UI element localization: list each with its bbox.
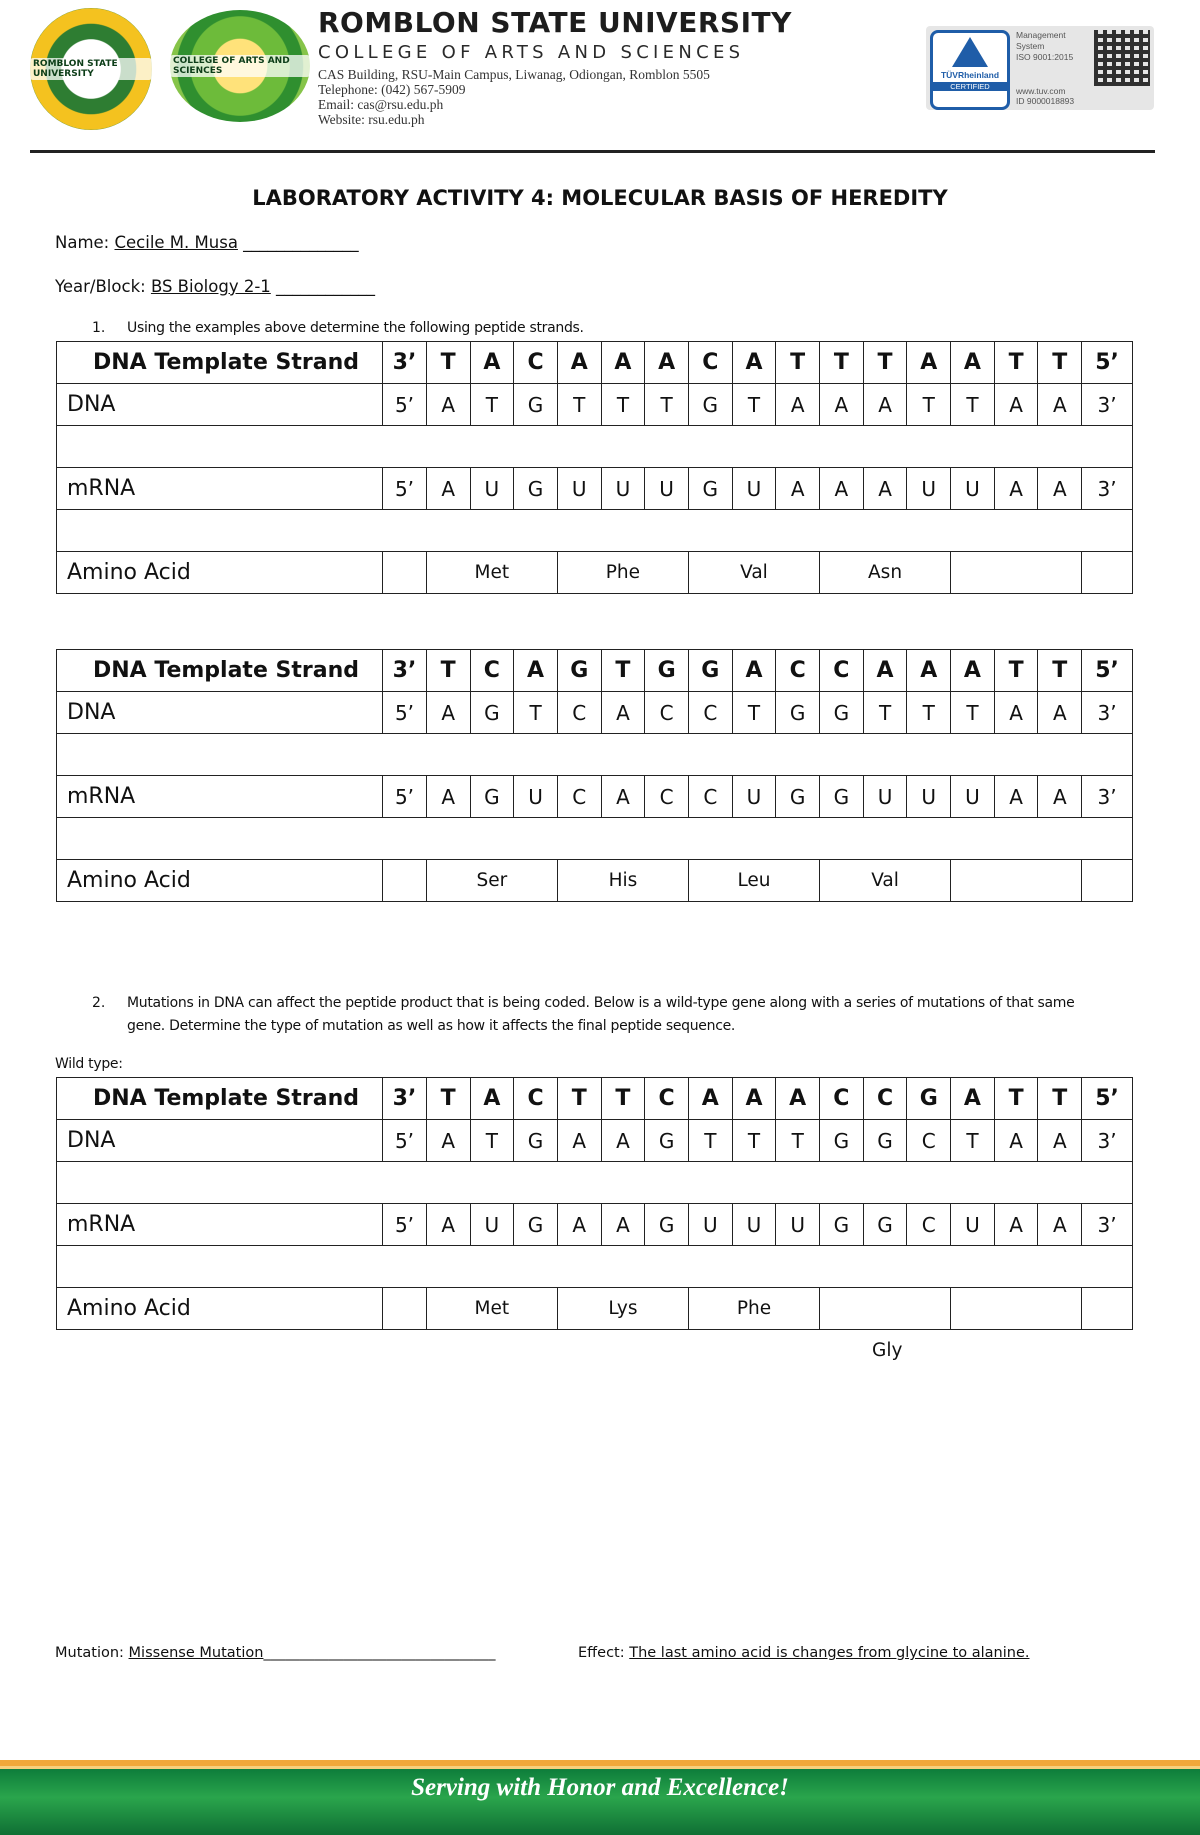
dna-row-label: DNA: [57, 384, 383, 426]
template-strand-row-label: DNA Template Strand: [57, 342, 383, 384]
mrna-row-cell: A: [994, 776, 1038, 818]
dna-row-cell: 5’: [383, 384, 427, 426]
dna-row-cell: A: [601, 1120, 645, 1162]
dna-row-cell: T: [951, 692, 995, 734]
template-strand-row-cell: T: [776, 342, 820, 384]
question-2-text-line-2: gene. Determine the type of mutation as well as how it affects the final peptide sequence.: [127, 1018, 736, 1034]
dna-row-cell: A: [776, 384, 820, 426]
dna-row-cell: 3’: [1082, 384, 1133, 426]
amino-acid-row-label: Amino Acid: [57, 860, 383, 902]
blank-row: [57, 818, 1133, 860]
dna-row-cell: 5’: [383, 692, 427, 734]
template-strand-row-cell: 3’: [383, 1078, 427, 1120]
mrna-row-cell: A: [426, 468, 470, 510]
mrna-row-cell: G: [776, 776, 820, 818]
template-strand-row-cell: C: [514, 1078, 558, 1120]
template-strand-row-cell: C: [863, 1078, 907, 1120]
dna-row-cell: T: [907, 384, 951, 426]
blank-row-cell: [57, 1162, 1133, 1204]
template-strand-row-cell: T: [820, 342, 864, 384]
template-strand-row-cell: A: [951, 650, 995, 692]
mrna-row-cell: G: [514, 1204, 558, 1246]
blank-row-cell: [57, 426, 1133, 468]
amino-acid-cell: Phe: [688, 1288, 819, 1330]
blank-row-cell: [57, 734, 1133, 776]
blank-row-cell: [57, 510, 1133, 552]
mrna-row-label: mRNA: [57, 468, 383, 510]
dna-row-cell: G: [514, 384, 558, 426]
dna-row-cell: T: [688, 1120, 732, 1162]
name-blank: ______________: [237, 233, 359, 252]
template-strand-row-cell: A: [907, 342, 951, 384]
mrna-row-cell: C: [688, 776, 732, 818]
dna-row-cell: A: [994, 692, 1038, 734]
dna-row-cell: T: [557, 384, 601, 426]
dna-row-cell: A: [994, 1120, 1038, 1162]
template-strand-row-cell: 5’: [1082, 650, 1133, 692]
template-strand-row-cell: T: [557, 1078, 601, 1120]
mrna-row-cell: U: [951, 1204, 995, 1246]
dna-row-cell: G: [514, 1120, 558, 1162]
dna-row-cell: T: [776, 1120, 820, 1162]
mrna-row-cell: U: [732, 1204, 776, 1246]
mrna-row-cell: U: [951, 776, 995, 818]
dna-row-cell: T: [645, 384, 689, 426]
template-strand-row-label: DNA Template Strand: [57, 1078, 383, 1120]
amino-acid-cell: Lys: [557, 1288, 688, 1330]
blank-row: [57, 1162, 1133, 1204]
template-strand-row-cell: C: [776, 650, 820, 692]
amino-acid-row-label: Amino Acid: [57, 552, 383, 594]
mrna-row-cell: A: [601, 1204, 645, 1246]
dna-row-cell: G: [645, 1120, 689, 1162]
dna-row-label: DNA: [57, 692, 383, 734]
mrna-row-cell: U: [688, 1204, 732, 1246]
template-strand-row-label: DNA Template Strand: [57, 650, 383, 692]
dna-row-cell: A: [863, 384, 907, 426]
year-block-blank: ____________: [270, 277, 376, 296]
dna-row-cell: G: [688, 384, 732, 426]
dna-row: [57, 1120, 1133, 1162]
template-strand-row-cell: A: [514, 650, 558, 692]
cert-line-2: System: [1016, 41, 1045, 51]
name-label: Name:: [55, 233, 110, 252]
year-block-field: [55, 277, 375, 296]
dna-row-cell: A: [601, 692, 645, 734]
amino-acid-row: [57, 552, 1133, 594]
amino-acid-cell: His: [557, 860, 688, 902]
template-strand-row: [57, 1078, 1133, 1120]
amino-acid-row: [57, 860, 1133, 902]
amino-acid-spacer: [383, 552, 427, 594]
template-strand-row-cell: C: [514, 342, 558, 384]
college-seal-text: COLLEGE OF ARTS AND SCIENCES: [170, 55, 310, 77]
mrna-row-cell: U: [601, 468, 645, 510]
template-strand-row-cell: C: [820, 650, 864, 692]
name-field: [55, 233, 359, 252]
dna-row-cell: C: [688, 692, 732, 734]
amino-acid-cell: [951, 1288, 1082, 1330]
amino-acid-cell: Val: [820, 860, 951, 902]
template-strand-row-cell: C: [470, 650, 514, 692]
dna-row-cell: 3’: [1082, 692, 1133, 734]
mrna-row-cell: C: [907, 1204, 951, 1246]
footer-motto: Serving with Honor and Excellence!: [411, 1774, 789, 1801]
mrna-row-cell: A: [601, 776, 645, 818]
cert-website: www.tuv.com: [1016, 86, 1066, 96]
amino-acid-cell: [820, 1288, 951, 1330]
mrna-row-cell: A: [557, 1204, 601, 1246]
cert-line-1: Management: [1016, 30, 1066, 40]
effect-label: Effect:: [578, 1645, 625, 1661]
amino-acid-cell: Met: [426, 1288, 557, 1330]
amino-acid-cell: [951, 860, 1082, 902]
amino-acid-cell: Leu: [688, 860, 819, 902]
tuv-triangle-icon: [952, 37, 988, 67]
blank-row-cell: [57, 1246, 1133, 1288]
mrna-row-cell: U: [732, 776, 776, 818]
blank-row-cell: [57, 818, 1133, 860]
qr-code-icon: [1094, 30, 1150, 86]
cert-iso-standard: ISO 9001:2015: [1016, 52, 1074, 62]
wild-type-table: [56, 1077, 1133, 1330]
dna-row-cell: G: [863, 1120, 907, 1162]
mrna-row-cell: U: [776, 1204, 820, 1246]
dna-row-cell: A: [426, 1120, 470, 1162]
amino-acid-spacer: [1082, 552, 1133, 594]
mrna-row-cell: U: [907, 468, 951, 510]
template-strand-row-cell: A: [470, 342, 514, 384]
dna-row-cell: T: [951, 384, 995, 426]
mrna-row-cell: A: [994, 1204, 1038, 1246]
mrna-row-cell: A: [1038, 468, 1082, 510]
mrna-row-label: mRNA: [57, 776, 383, 818]
dna-row-cell: T: [514, 692, 558, 734]
amino-acid-cell: Asn: [820, 552, 951, 594]
dna-row-cell: A: [1038, 384, 1082, 426]
template-strand-row-cell: A: [732, 342, 776, 384]
template-strand-row: [57, 342, 1133, 384]
template-strand-row-cell: 5’: [1082, 1078, 1133, 1120]
dna-row-cell: T: [951, 1120, 995, 1162]
dna-row-cell: T: [863, 692, 907, 734]
tuv-badge-status: CERTIFIED: [933, 82, 1007, 91]
mrna-row-cell: G: [645, 1204, 689, 1246]
dna-row-cell: 5’: [383, 1120, 427, 1162]
blank-row: [57, 426, 1133, 468]
dna-row-cell: T: [601, 384, 645, 426]
template-strand-row-cell: T: [426, 342, 470, 384]
blank-row: [57, 510, 1133, 552]
mrna-row-cell: A: [426, 776, 470, 818]
mrna-row-cell: A: [1038, 776, 1082, 818]
mrna-row-cell: U: [470, 1204, 514, 1246]
year-block-label: Year/Block:: [55, 277, 146, 296]
dna-row-cell: G: [820, 692, 864, 734]
template-strand-row-cell: C: [645, 1078, 689, 1120]
template-strand-row-cell: A: [951, 1078, 995, 1120]
peptide-table-1: [56, 341, 1133, 594]
template-strand-row-cell: A: [688, 1078, 732, 1120]
template-strand-row-cell: G: [645, 650, 689, 692]
template-strand-row-cell: T: [601, 1078, 645, 1120]
university-name: ROMBLON STATE UNIVERSITY: [318, 6, 792, 39]
mrna-row-cell: U: [645, 468, 689, 510]
blank-row: [57, 734, 1133, 776]
template-strand-row-cell: A: [863, 650, 907, 692]
mrna-row-cell: 3’: [1082, 468, 1133, 510]
effect-answer-line: [578, 1645, 1030, 1661]
template-strand-row-cell: T: [426, 1078, 470, 1120]
mrna-row-cell: G: [470, 776, 514, 818]
dna-row-cell: C: [557, 692, 601, 734]
amino-acid-cell: Phe: [557, 552, 688, 594]
template-strand-row: [57, 650, 1133, 692]
mrna-row-cell: A: [1038, 1204, 1082, 1246]
tuv-badge-name: TÜVRheinland: [940, 70, 1000, 80]
mrna-row-cell: G: [514, 468, 558, 510]
mrna-row: [57, 1204, 1133, 1246]
mrna-row-cell: C: [557, 776, 601, 818]
mrna-row-cell: G: [820, 1204, 864, 1246]
mrna-row-cell: U: [907, 776, 951, 818]
mutation-value: Missense Mutation: [128, 1645, 264, 1661]
template-strand-row-cell: G: [907, 1078, 951, 1120]
dna-row-cell: G: [776, 692, 820, 734]
template-strand-row-cell: A: [732, 650, 776, 692]
template-strand-row-cell: T: [1038, 342, 1082, 384]
template-strand-row-cell: C: [688, 342, 732, 384]
wild-type-extra-amino-acid: Gly: [872, 1340, 903, 1361]
question-2-number: 2.: [92, 995, 106, 1011]
dna-row-cell: A: [820, 384, 864, 426]
dna-row-cell: A: [557, 1120, 601, 1162]
question-2-text-line-1: Mutations in DNA can affect the peptide product that is being coded. Below is a wild-type gene along with a series of mutations of that same: [127, 995, 1075, 1011]
college-address: CAS Building, RSU-Main Campus, Liwanag, Odiongan, Romblon 5505: [318, 67, 710, 82]
mutation-blank: ________________________________: [263, 1645, 496, 1661]
dna-row-cell: A: [426, 384, 470, 426]
template-strand-row-cell: T: [994, 342, 1038, 384]
mrna-row-cell: G: [863, 1204, 907, 1246]
mrna-row-cell: A: [426, 1204, 470, 1246]
dna-row-cell: G: [820, 1120, 864, 1162]
template-strand-row-cell: T: [1038, 650, 1082, 692]
template-strand-row-cell: T: [994, 650, 1038, 692]
mrna-row-cell: A: [994, 468, 1038, 510]
template-strand-row-cell: A: [645, 342, 689, 384]
year-block-value: BS Biology 2-1: [150, 277, 271, 296]
mrna-row-cell: 5’: [383, 776, 427, 818]
dna-row-cell: A: [426, 692, 470, 734]
mrna-row-cell: C: [645, 776, 689, 818]
dna-row: [57, 692, 1133, 734]
dna-row-cell: T: [470, 1120, 514, 1162]
mrna-row-cell: U: [470, 468, 514, 510]
dna-row-cell: T: [732, 1120, 776, 1162]
university-seal-logo: [30, 8, 152, 130]
mrna-row-cell: G: [688, 468, 732, 510]
dna-row-label: DNA: [57, 1120, 383, 1162]
dna-row-cell: T: [907, 692, 951, 734]
dna-row-cell: T: [732, 384, 776, 426]
question-1-text: Using the examples above determine the following peptide strands.: [127, 320, 584, 336]
amino-acid-spacer: [383, 860, 427, 902]
mrna-row-label: mRNA: [57, 1204, 383, 1246]
template-strand-row-cell: A: [470, 1078, 514, 1120]
peptide-table-2: [56, 649, 1133, 902]
template-strand-row-cell: T: [863, 342, 907, 384]
wild-type-label: Wild type:: [55, 1056, 123, 1072]
dna-row-cell: T: [470, 384, 514, 426]
dna-row-cell: A: [1038, 692, 1082, 734]
mrna-row-cell: U: [514, 776, 558, 818]
template-strand-row-cell: A: [776, 1078, 820, 1120]
amino-acid-row-label: Amino Acid: [57, 1288, 383, 1330]
mrna-row-cell: 5’: [383, 1204, 427, 1246]
amino-acid-row: [57, 1288, 1133, 1330]
amino-acid-spacer: [383, 1288, 427, 1330]
mrna-row-cell: G: [820, 776, 864, 818]
mrna-row-cell: A: [863, 468, 907, 510]
dna-row-cell: A: [1038, 1120, 1082, 1162]
template-strand-row-cell: A: [951, 342, 995, 384]
university-seal-text: ROMBLON STATE UNIVERSITY: [30, 58, 152, 80]
college-name: COLLEGE OF ARTS AND SCIENCES: [318, 42, 745, 63]
cert-id: ID 9000018893: [1016, 96, 1075, 106]
dna-row-cell: A: [994, 384, 1038, 426]
college-telephone: Telephone: (042) 567-5909: [318, 82, 466, 97]
template-strand-row-cell: C: [820, 1078, 864, 1120]
mrna-row: [57, 776, 1133, 818]
amino-acid-cell: Ser: [426, 860, 557, 902]
dna-row-cell: 3’: [1082, 1120, 1133, 1162]
blank-row: [57, 1246, 1133, 1288]
mrna-row-cell: A: [776, 468, 820, 510]
template-strand-row-cell: A: [732, 1078, 776, 1120]
amino-acid-cell: Met: [426, 552, 557, 594]
mrna-row-cell: U: [951, 468, 995, 510]
mrna-row: [57, 468, 1133, 510]
tuv-certified-badge: [930, 30, 1010, 110]
template-strand-row-cell: G: [688, 650, 732, 692]
dna-row-cell: T: [732, 692, 776, 734]
college-email: Email: cas@rsu.edu.ph: [318, 97, 444, 112]
dna-row-cell: C: [907, 1120, 951, 1162]
template-strand-row-cell: T: [1038, 1078, 1082, 1120]
template-strand-row-cell: 3’: [383, 650, 427, 692]
template-strand-row-cell: 3’: [383, 342, 427, 384]
amino-acid-spacer: [1082, 1288, 1133, 1330]
template-strand-row-cell: A: [601, 342, 645, 384]
mrna-row-cell: 3’: [1082, 776, 1133, 818]
template-strand-row-cell: A: [557, 342, 601, 384]
college-seal-logo: [170, 10, 310, 122]
mrna-row-cell: U: [863, 776, 907, 818]
dna-row-cell: G: [470, 692, 514, 734]
amino-acid-spacer: [1082, 860, 1133, 902]
mrna-row-cell: A: [820, 468, 864, 510]
dna-row-cell: C: [645, 692, 689, 734]
mrna-row-cell: U: [732, 468, 776, 510]
mrna-row-cell: 5’: [383, 468, 427, 510]
mutation-answer-line: [55, 1645, 495, 1661]
template-strand-row-cell: 5’: [1082, 342, 1133, 384]
mutation-label: Mutation:: [55, 1645, 124, 1661]
college-website: Website: rsu.edu.ph: [318, 112, 425, 127]
template-strand-row-cell: G: [557, 650, 601, 692]
template-strand-row-cell: T: [994, 1078, 1038, 1120]
template-strand-row-cell: A: [907, 650, 951, 692]
effect-value: The last amino acid is changes from glycine to alanine.: [629, 1645, 1030, 1661]
amino-acid-cell: [951, 552, 1082, 594]
mrna-row-cell: 3’: [1082, 1204, 1133, 1246]
dna-row: [57, 384, 1133, 426]
header-divider: [30, 150, 1155, 153]
template-strand-row-cell: T: [601, 650, 645, 692]
mrna-row-cell: U: [557, 468, 601, 510]
name-value: Cecile M. Musa: [114, 233, 238, 252]
template-strand-row-cell: T: [426, 650, 470, 692]
question-1-number: 1.: [92, 320, 106, 336]
document-title: LABORATORY ACTIVITY 4: MOLECULAR BASIS OF HEREDITY: [252, 186, 948, 210]
amino-acid-cell: Val: [688, 552, 819, 594]
